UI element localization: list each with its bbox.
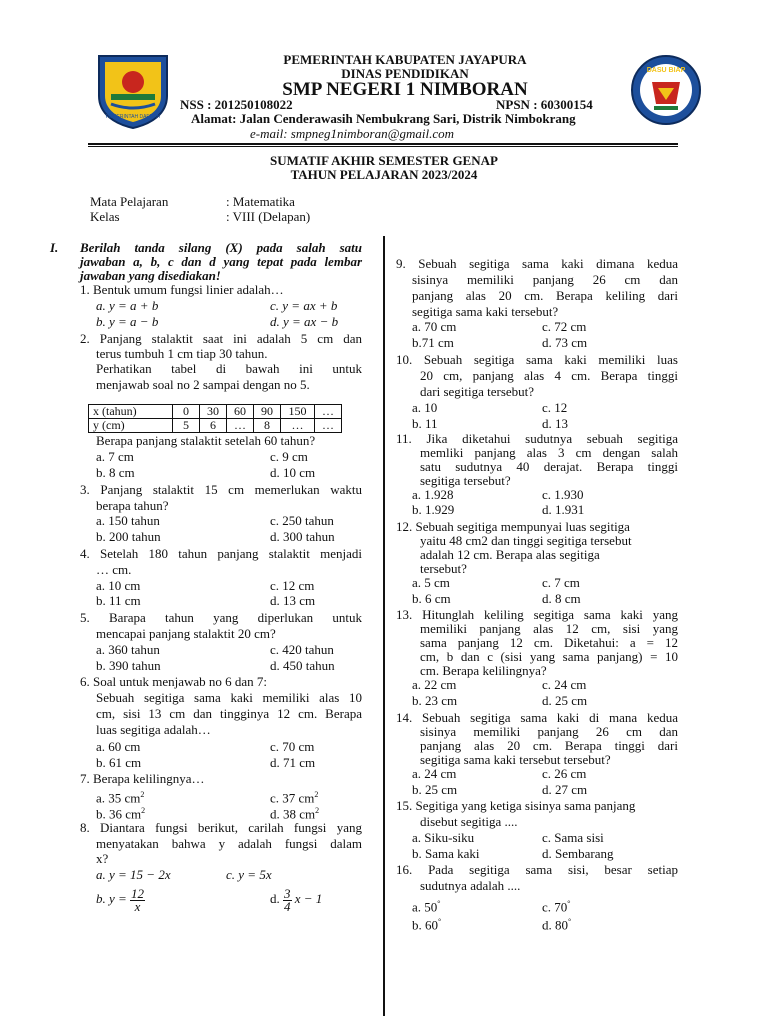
q14-option-a: a. 24 cm	[412, 766, 457, 781]
q16-line-1: 16. Pada segitiga sama sisi, besar setiap	[396, 862, 678, 877]
q14-line-2: sisinya memiliki panjang 26 cm dan	[420, 724, 678, 739]
school-name: SMP NEGERI 1 NIMBORAN	[282, 79, 528, 100]
q6-line-2: Sebuah segitiga sama kaki memiliki alas 10	[96, 690, 362, 705]
q5-line-2: mencapai panjang stalaktit 20 cm?	[96, 626, 276, 641]
q13-option-b: b. 23 cm	[412, 693, 458, 708]
instruction-line-1: Berilah tanda silang (X) pada salah satu	[80, 240, 362, 255]
table-cell: 8	[254, 419, 281, 433]
q10-option-b: b. 11	[412, 416, 438, 431]
q11-line-2: memliki panjang alas 3 cm dengan salah	[420, 445, 678, 460]
table-cell: 30	[200, 405, 227, 419]
subject-value: : Matematika	[226, 194, 295, 209]
q2-line-1: 2. Panjang stalaktit saat ini adalah 5 cm dan	[80, 331, 362, 346]
q8-option-a: a. y = 15 − 2x	[96, 867, 171, 882]
q1-option-d: d. y = ax − b	[270, 314, 339, 329]
q13-option-a: a. 22 cm	[412, 677, 457, 692]
exam-year: TAHUN PELAJARAN 2023/2024	[290, 167, 478, 182]
q12-option-b: b. 6 cm	[412, 591, 451, 606]
q9-option-d: d. 73 cm	[542, 335, 588, 350]
q12-line-2: yaitu 48 cm2 dan tinggi segitiga tersebut	[420, 533, 632, 548]
q2-option-c: c. 9 cm	[270, 449, 308, 464]
q11-line-3: satu sudutnya 40 derajat. Berapa tinggi	[420, 459, 678, 474]
q10-line-2: 20 cm, panjang alas 4 cm. Berapa tinggi	[420, 368, 678, 383]
q1-option-a: a. y = a + b	[96, 298, 159, 313]
q12-line-4: tersebut?	[420, 561, 467, 576]
q13-line-2: memiliki panjang alas 12 cm, sisi yang	[420, 621, 678, 636]
q4-option-a: a. 10 cm	[96, 578, 141, 593]
q8-option-c: c. y = 5x	[226, 867, 272, 882]
q3-option-a: a. 150 tahun	[96, 513, 160, 528]
q4-option-c: c. 12 cm	[270, 578, 315, 593]
header-rule	[88, 143, 678, 145]
q9-option-c: c. 72 cm	[542, 319, 587, 334]
header-rule-thin	[88, 146, 678, 147]
q12-option-c: c. 7 cm	[542, 575, 580, 590]
q6-option-c: c. 70 cm	[270, 739, 315, 754]
table-cell: …	[315, 405, 342, 419]
q6-line-3: cm, sisi 13 cm dan tingginya 12 cm. Berapa	[96, 706, 362, 721]
q13-option-d: d. 25 cm	[542, 693, 588, 708]
table-cell: 5	[173, 419, 200, 433]
q9-line-1: 9. Sebuah segitiga sama kaki dimana kedua	[396, 256, 678, 271]
exam-title: SUMATIF AKHIR SEMESTER GENAP	[270, 153, 498, 168]
q2-line-2: terus tumbuh 1 cm tiap 30 tahun.	[96, 346, 268, 361]
q4-line-1: 4. Setelah 180 tahun panjang stalaktit menjadi	[80, 546, 362, 561]
q11-option-b: b. 1.929	[412, 502, 455, 517]
q8-line-1: 8. Diantara fungsi berikut, carilah fungsi yang	[80, 820, 362, 835]
q16-option-d: d. 80°	[542, 917, 572, 933]
q9-option-a: a. 70 cm	[412, 319, 457, 334]
q2-option-d: d. 10 cm	[270, 465, 316, 480]
table-cell: x (tahun)	[89, 405, 173, 419]
q4-line-2: … cm.	[96, 562, 132, 577]
q6-line-4: luas segitiga adalah…	[96, 722, 211, 737]
q8-option-b: b. y = $\frac{12}{x}$	[96, 885, 145, 914]
q7-option-a: a. 35 $cm^2$	[96, 790, 145, 806]
q10-line-1: 10. Sebuah segitiga sama kaki memiliki luas	[396, 352, 678, 367]
q10-option-c: c. 12	[542, 400, 568, 415]
q7-option-d: d. 38 $cm^2$	[270, 806, 320, 822]
q1-option-c: c. y = ax + b	[270, 298, 338, 313]
q3-option-c: c. 250 tahun	[270, 513, 334, 528]
table-cell: y (cm)	[89, 419, 173, 433]
q14-option-b: b. 25 cm	[412, 782, 458, 797]
svg-text:DASU BIAP: DASU BIAP	[646, 67, 686, 74]
q3-option-d: d. 300 tahun	[270, 529, 335, 544]
instruction-line-3: jawaban yang disediakan!	[80, 268, 221, 283]
school-logo	[630, 54, 702, 126]
q16-option-a: a. 50°	[412, 899, 441, 915]
q9-option-b: b.71 cm	[412, 335, 454, 350]
class-label: Kelas	[90, 209, 120, 224]
q5-option-c: c. 420 tahun	[270, 642, 334, 657]
q15-option-b: b. Sama kaki	[412, 846, 480, 861]
q6-option-d: d. 71 cm	[270, 755, 316, 770]
table-cell: 150	[281, 405, 315, 419]
q11-option-c: c. 1.930	[542, 487, 584, 502]
q2-line-3: Perhatikan tabel di bawah ini untuk	[96, 361, 362, 376]
npsn-number: NPSN : 60300154	[496, 97, 593, 112]
q3-line-2: berapa tahun?	[96, 498, 169, 513]
nss-number: NSS : 201250108022	[180, 97, 293, 112]
government-name: PEMERINTAH KABUPATEN JAYAPURA	[283, 52, 527, 67]
q8-line-2: menyatakan bahwa y adalah fungsi dalam	[96, 836, 362, 851]
q9-line-3: panjang alas 20 cm. Berapa keliling dari	[412, 288, 678, 303]
q12-line-3: adalah 12 cm. Berapa alas segitiga	[420, 547, 600, 562]
q3-line-1: 3. Panjang stalaktit 15 cm memerlukan waktu	[80, 482, 362, 497]
q14-line-3: panjang alas 20 cm. Berapa tinggi dari	[420, 738, 678, 753]
q6-option-a: a. 60 cm	[96, 739, 141, 754]
q11-line-1: 11. Jika diketahui sudutnya sebuah segitiga	[396, 431, 678, 446]
class-value: : VIII (Delapan)	[226, 209, 311, 224]
q9-line-4: segitiga sama kaki tersebut?	[412, 304, 559, 319]
q9-line-2: sisinya memiliki panjang 26 cm dan	[412, 272, 678, 287]
q16-option-c: c. 70°	[542, 899, 571, 915]
q14-option-d: d. 27 cm	[542, 782, 588, 797]
q15-option-c: c. Sama sisi	[542, 830, 604, 845]
q7-stem: 7. Berapa kelilingnya…	[80, 771, 205, 786]
q14-option-c: c. 26 cm	[542, 766, 587, 781]
q2-option-a: a. 7 cm	[96, 449, 134, 464]
table-cell: 6	[200, 419, 227, 433]
q13-line-3: sama panjang 12 cm. Diketahui: a = 12	[420, 635, 678, 650]
school-address: Alamat: Jalan Cenderawasih Nembukrang Sari, Distrik Nimbokrang	[191, 111, 576, 126]
q8-line-3: x?	[96, 851, 109, 866]
q11-option-d: d. 1.931	[542, 502, 585, 517]
subject-label: Mata Pelajaran	[90, 194, 169, 209]
q4-option-b: b. 11 cm	[96, 593, 141, 608]
q13-line-5: cm. Berapa kelilingnya?	[420, 663, 547, 678]
q12-option-d: d. 8 cm	[542, 591, 581, 606]
q16-option-b: b. 60°	[412, 917, 442, 933]
q13-line-4: cm, b dan c (sisi yang sama panjang) = 10	[420, 649, 678, 664]
q15-option-a: a. Siku-siku	[412, 830, 475, 845]
section-number: I.	[50, 240, 59, 255]
q5-option-b: b. 390 tahun	[96, 658, 161, 673]
instruction-line-2: jawaban a, b, c dan d yang tepat pada lembar	[80, 254, 362, 269]
q14-line-4: segitiga sama kaki tersebut tersebut?	[420, 752, 611, 767]
q2-question: Berapa panjang stalaktit setelah 60 tahun?	[96, 433, 316, 448]
svg-text:PEMERINTAH DAERAH: PEMERINTAH DAERAH	[105, 114, 161, 120]
q13-line-1: 13. Hitunglah keliling segitiga sama kaki yang	[396, 607, 678, 622]
q16-line-2: sudutnya adalah ....	[420, 878, 521, 893]
jayapura-regency-logo	[93, 52, 173, 130]
q10-option-a: a. 10	[412, 400, 438, 415]
q6-line-1: 6. Soal untuk menjawab no 6 dan 7:	[80, 674, 268, 689]
q12-option-a: a. 5 cm	[412, 575, 450, 590]
q12-line-1: 12. Sebuah segitiga mempunyai luas segitiga	[396, 519, 630, 534]
q5-line-1: 5. Barapa tahun yang diperlukan untuk	[80, 610, 362, 625]
table-cell: …	[281, 419, 315, 433]
table-cell: …	[315, 419, 342, 433]
q10-line-3: dari segitiga tersebut?	[420, 384, 535, 399]
department-name: DINAS PENDIDIKAN	[341, 66, 469, 81]
q10-option-d: d. 13	[542, 416, 568, 431]
q1-option-b: b. y = a − b	[96, 314, 159, 329]
q8-option-d: d. $\frac{3}{4}$ x − 1	[270, 885, 323, 914]
table-row	[89, 405, 342, 419]
q1-stem: 1. Bentuk umum fungsi linier adalah…	[80, 282, 284, 297]
q11-line-4: segitiga tersebut?	[420, 473, 511, 488]
table-cell: 0	[173, 405, 200, 419]
q7-option-b: b. 36 $cm^2$	[96, 806, 146, 822]
table-cell: 90	[254, 405, 281, 419]
q5-option-d: d. 450 tahun	[270, 658, 335, 673]
q5-option-a: a. 360 tahun	[96, 642, 160, 657]
q11-option-a: a. 1.928	[412, 487, 454, 502]
q4-option-d: d. 13 cm	[270, 593, 316, 608]
column-divider	[383, 236, 385, 1016]
stalactite-table	[88, 404, 342, 433]
q6-option-b: b. 61 cm	[96, 755, 142, 770]
q15-line-2: disebut segitiga ....	[420, 814, 518, 829]
q15-option-d: d. Sembarang	[542, 846, 614, 861]
q7-option-c: c. 37 $cm^2$	[270, 790, 319, 806]
table-cell: …	[227, 419, 254, 433]
q2-option-b: b. 8 cm	[96, 465, 135, 480]
q3-option-b: b. 200 tahun	[96, 529, 161, 544]
q14-line-1: 14. Sebuah segitiga sama kaki di mana kedua	[396, 710, 678, 725]
q2-line-4: menjawab soal no 2 sampai dengan no 5.	[96, 377, 310, 392]
school-email: e-mail: smpneg1nimboran@gmail.com	[250, 126, 455, 141]
q15-line-1: 15. Segitiga yang ketiga sisinya sama panjang	[396, 798, 636, 813]
table-cell: 60	[227, 405, 254, 419]
q13-option-c: c. 24 cm	[542, 677, 587, 692]
table-row	[89, 419, 342, 433]
